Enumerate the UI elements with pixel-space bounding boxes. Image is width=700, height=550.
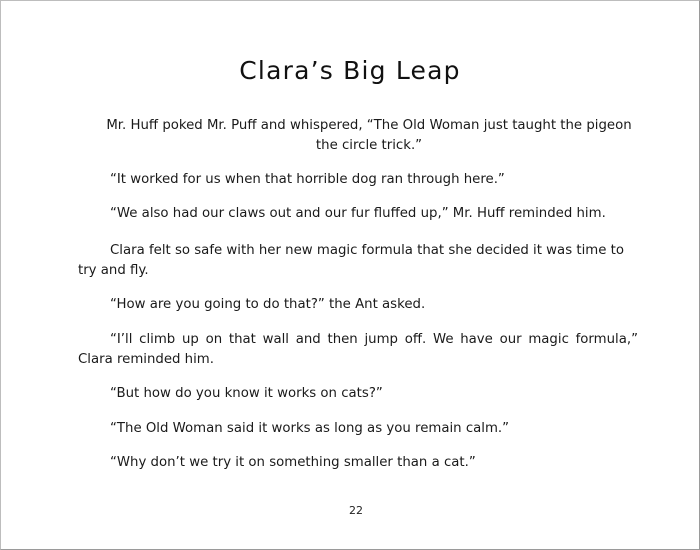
paragraph: Mr. Huff poked Mr. Puff and whispered, “The Old Woman just taught the pigeon the circle trick.” xyxy=(106,118,632,153)
paragraph: Clara felt so safe with her new magic formula that she decided it was time to try and fly. xyxy=(78,243,624,278)
paragraph: “We also had our claws out and our fur fluffed up,” Mr. Huff reminded him. xyxy=(110,206,606,221)
paragraph: “Why don’t we try it on something smaller than a cat.” xyxy=(110,455,476,470)
page-number: 22 xyxy=(349,504,363,517)
page-title: Clara’s Big Leap xyxy=(239,56,461,85)
paragraph: “But how do you know it works on cats?” xyxy=(110,386,383,401)
paragraph: “How are you going to do that?” the Ant asked. xyxy=(110,297,426,312)
paragraph: “I’ll climb up on that wall and then jump off. We have our magic formula,” Clara reminded him. xyxy=(78,332,638,367)
paragraph: “It worked for us when that horrible dog ran through here.” xyxy=(110,172,505,187)
paragraph: “The Old Woman said it works as long as you remain calm.” xyxy=(110,421,510,436)
